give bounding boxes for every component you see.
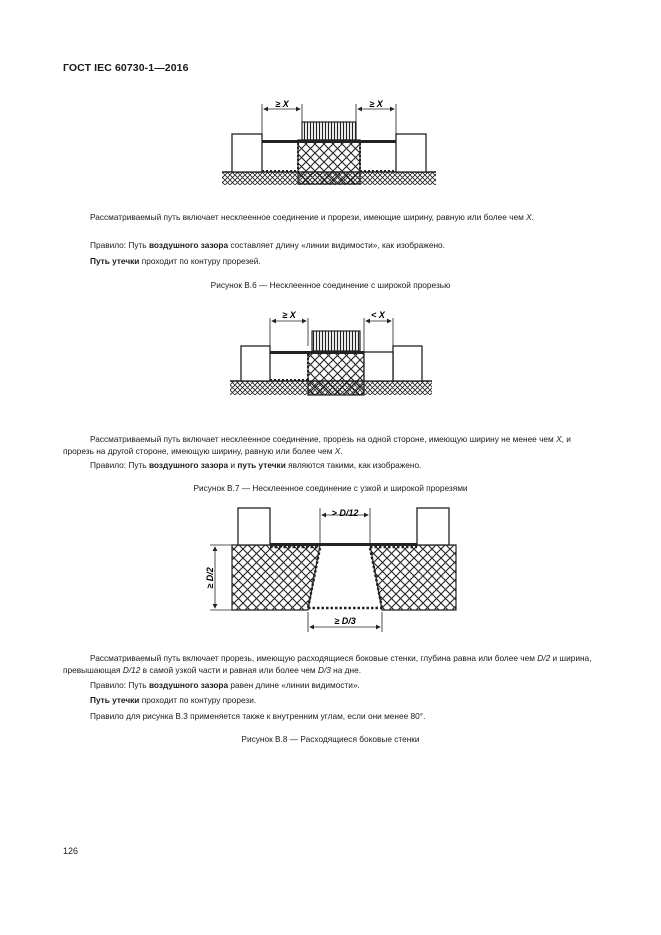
figure-b7-drawing: [230, 310, 432, 395]
text-run: и: [228, 460, 238, 470]
fig8-rule: [63, 679, 599, 691]
fig8-dim-bottom: ≥ D/3: [334, 616, 356, 626]
text-run: .: [340, 446, 343, 456]
text-run: Правило: Путь: [90, 240, 149, 250]
fig8-caption: Рисунок В.8 — Расходящиеся боковые стенки: [241, 734, 420, 744]
fig6-leakage: [63, 255, 599, 267]
fig6-description: [63, 211, 599, 223]
fig7-description: [63, 433, 599, 457]
symbol-d3: D/3: [317, 665, 331, 675]
symbol-x: X: [334, 446, 341, 456]
term-leakage-path: Путь утечки: [90, 256, 140, 266]
text-run: Рассматриваемый путь включает несклеенное соединение и прорези, имеющие ширину, равную или более чем: [90, 212, 527, 222]
fig7-caption: Рисунок В.7 — Несклеенное соединение с узкой и широкой прорезями: [193, 483, 468, 493]
fig8-description: [63, 652, 599, 676]
text-run: проходит по контуру прорезей.: [139, 256, 261, 266]
fig7-rule: [63, 459, 599, 471]
fig8-dim-side: ≥ D/2: [205, 567, 215, 589]
fig8-dim-top: > D/12: [331, 508, 359, 518]
fig7-dim-left: ≥ X: [282, 310, 296, 320]
term-leakage-path: Путь утечки: [90, 695, 140, 705]
fig8-note: Правило для рисунка В.3 применяется также к внутренним углам, если они менее 80°.: [90, 711, 426, 721]
term-air-gap: воздушного зазора: [148, 680, 229, 690]
term-air-gap: воздушного зазора: [148, 240, 229, 250]
fig6-dim-left: ≥ X: [275, 99, 289, 109]
document-header: ГОСТ IEC 60730-1—2016: [63, 62, 189, 74]
fig6-dim-right: ≥ X: [369, 99, 383, 109]
text-run: проходит по контуру прорези.: [139, 695, 257, 705]
symbol-d2: D/2: [537, 653, 551, 663]
text-run: , и прорезь на другой стороне, имеющую ширину, равную или более чем: [63, 434, 571, 456]
symbol-x: X: [526, 212, 532, 222]
fig7-dim-right: < X: [371, 310, 385, 320]
text-run: Рассматриваемый путь включает несклеенное соединение, прорезь на одной стороне, имеющую ширину не менее чем: [90, 434, 557, 444]
page-number: 126: [63, 846, 79, 856]
figure-b8-drawing: [205, 508, 456, 632]
text-run: и ширина, превышающая: [63, 653, 592, 675]
fig8-leakage: [63, 694, 599, 706]
text-run: в самой узкой части и равная или более чем: [140, 665, 318, 675]
text-run: составляет длину «линии видимости», как изображено.: [228, 240, 445, 250]
text-run: .: [531, 212, 534, 222]
text-run: Рассматриваемый путь включает прорезь, имеющую расходящиеся боковые стенки, глубина равна или более чем: [90, 653, 538, 663]
fig6-caption: Рисунок В.6 — Несклеенное соединение с широкой прорезью: [210, 280, 451, 290]
text-run: равен длине «линии видимости».: [228, 680, 360, 690]
term-air-gap: воздушного зазора: [148, 460, 229, 470]
text-run: Правило: Путь: [90, 680, 149, 690]
symbol-d12: D/12: [122, 665, 141, 675]
text-run: на дне.: [330, 665, 362, 675]
term-leakage-path: путь утечки: [237, 460, 286, 470]
fig6-rule: [63, 239, 599, 251]
text-run: являются такими, как изображено.: [285, 460, 422, 470]
symbol-x: X: [556, 434, 562, 444]
text-run: Правило: Путь: [90, 460, 149, 470]
figure-b6-drawing: [222, 99, 436, 185]
